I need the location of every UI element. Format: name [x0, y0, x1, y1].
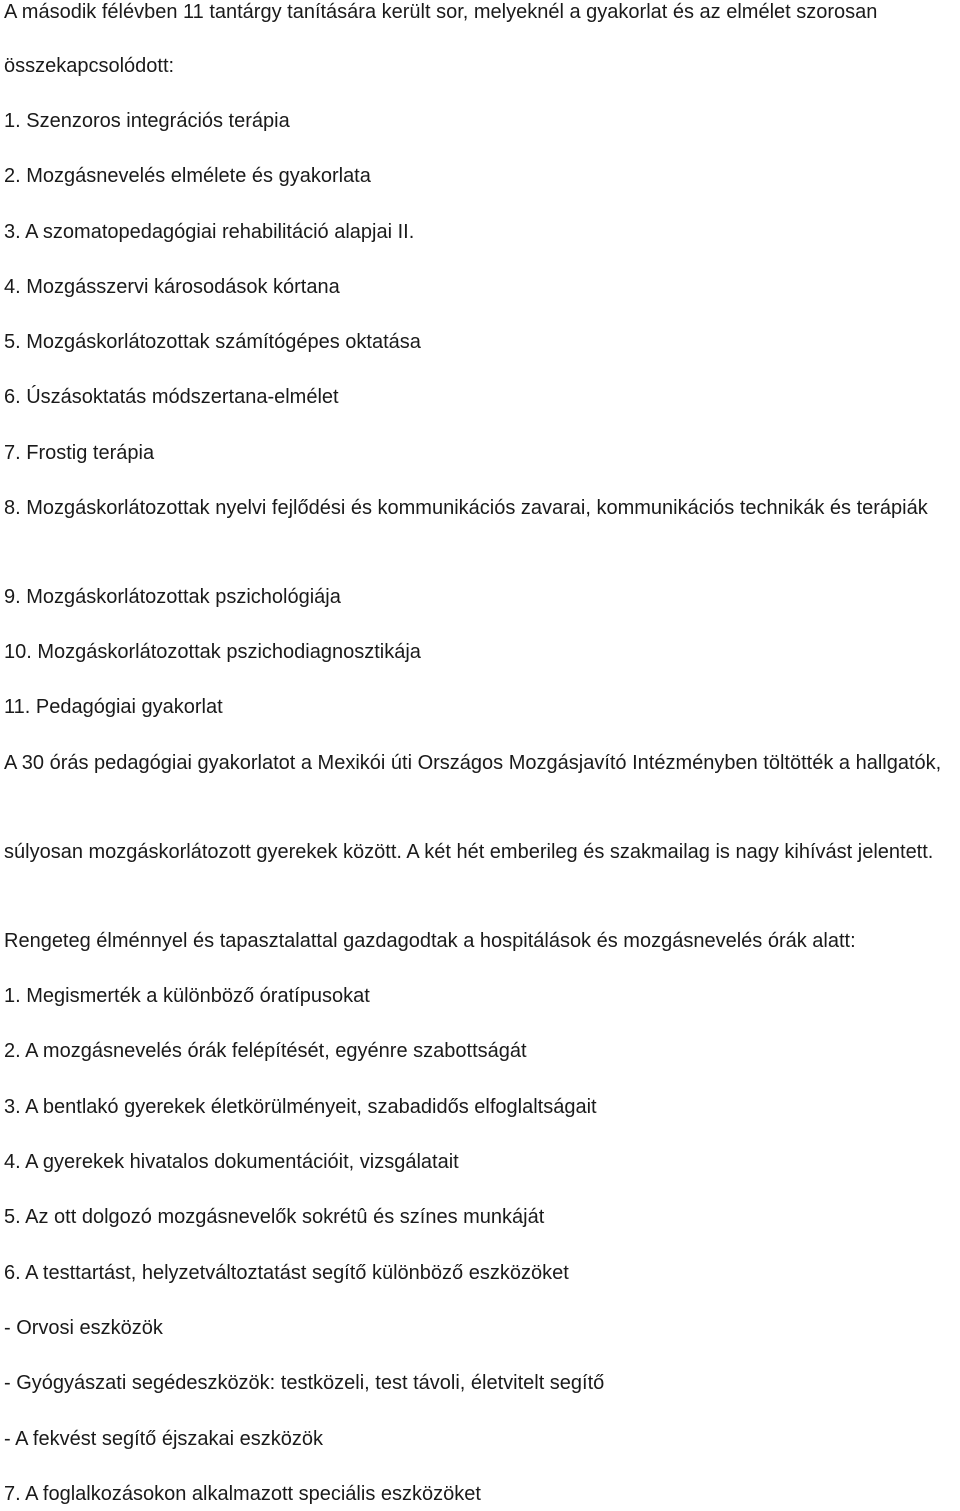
- experience-item-6: 6. A testtartást, helyzetváltoztatást segítő különböző eszközöket: [4, 1262, 569, 1284]
- subject-item-4: 4. Mozgásszervi károsodások kórtana: [4, 276, 340, 298]
- practice-paragraph-1: A 30 órás pedagógiai gyakorlatot a Mexikói úti Országos Mozgásjavító Intézményben töltötték a hallgatók,: [4, 752, 942, 774]
- experience-item-7: 7. A foglalkozásokon alkalmazott speciális eszközöket: [4, 1483, 481, 1505]
- practice-paragraph-3: Rengeteg élménnyel és tapasztalattal gazdagodtak a hospitálások és mozgásnevelés órák alatt:: [4, 930, 856, 952]
- subject-item-5: 5. Mozgáskorlátozottak számítógépes oktatása: [4, 331, 421, 353]
- intro-line-2: összekapcsolódott:: [4, 55, 175, 77]
- subject-item-9: 9. Mozgáskorlátozottak pszichológiája: [4, 586, 341, 608]
- intro-line-1: A második félévben 11 tantárgy tanítására került sor, melyeknél a gyakorlat és az elmélet szorosan: [4, 1, 878, 23]
- subject-item-11: 11. Pedagógiai gyakorlat: [4, 696, 223, 718]
- experience-item-1: 1. Megismerték a különböző óratípusokat: [4, 985, 370, 1007]
- tool-item-3: - A fekvést segítő éjszakai eszközök: [4, 1428, 324, 1450]
- tool-item-2: - Gyógyászati segédeszközök: testközeli, test távoli, életvitelt segítő: [4, 1372, 605, 1394]
- tool-item-1: - Orvosi eszközök: [4, 1317, 163, 1339]
- subject-item-6: 6. Úszásoktatás módszertana-elmélet: [4, 386, 339, 408]
- experience-item-4: 4. A gyerekek hivatalos dokumentációit, vizsgálatait: [4, 1151, 459, 1173]
- experience-item-2: 2. A mozgásnevelés órák felépítését, egyénre szabottságát: [4, 1040, 527, 1062]
- experience-item-3: 3. A bentlakó gyerekek életkörülményeit, szabadidős elfoglaltságait: [4, 1096, 597, 1118]
- subject-item-3: 3. A szomatopedagógiai rehabilitáció alapjai II.: [4, 221, 415, 243]
- subject-item-1: 1. Szenzoros integrációs terápia: [4, 110, 290, 132]
- practice-paragraph-2: súlyosan mozgáskorlátozott gyerekek között. A két hét emberileg és szakmailag is nagy kihívást jelentett.: [4, 841, 934, 863]
- experience-item-5: 5. Az ott dolgozó mozgásnevelők sokrétû és színes munkáját: [4, 1206, 545, 1228]
- subject-item-2: 2. Mozgásnevelés elmélete és gyakorlata: [4, 165, 371, 187]
- subject-item-8: 8. Mozgáskorlátozottak nyelvi fejlődési és kommunikációs zavarai, kommunikációs technikák és terápiák: [4, 497, 928, 519]
- subject-item-7: 7. Frostig terápia: [4, 442, 155, 464]
- subject-item-10: 10. Mozgáskorlátozottak pszichodiagnosztikája: [4, 641, 421, 663]
